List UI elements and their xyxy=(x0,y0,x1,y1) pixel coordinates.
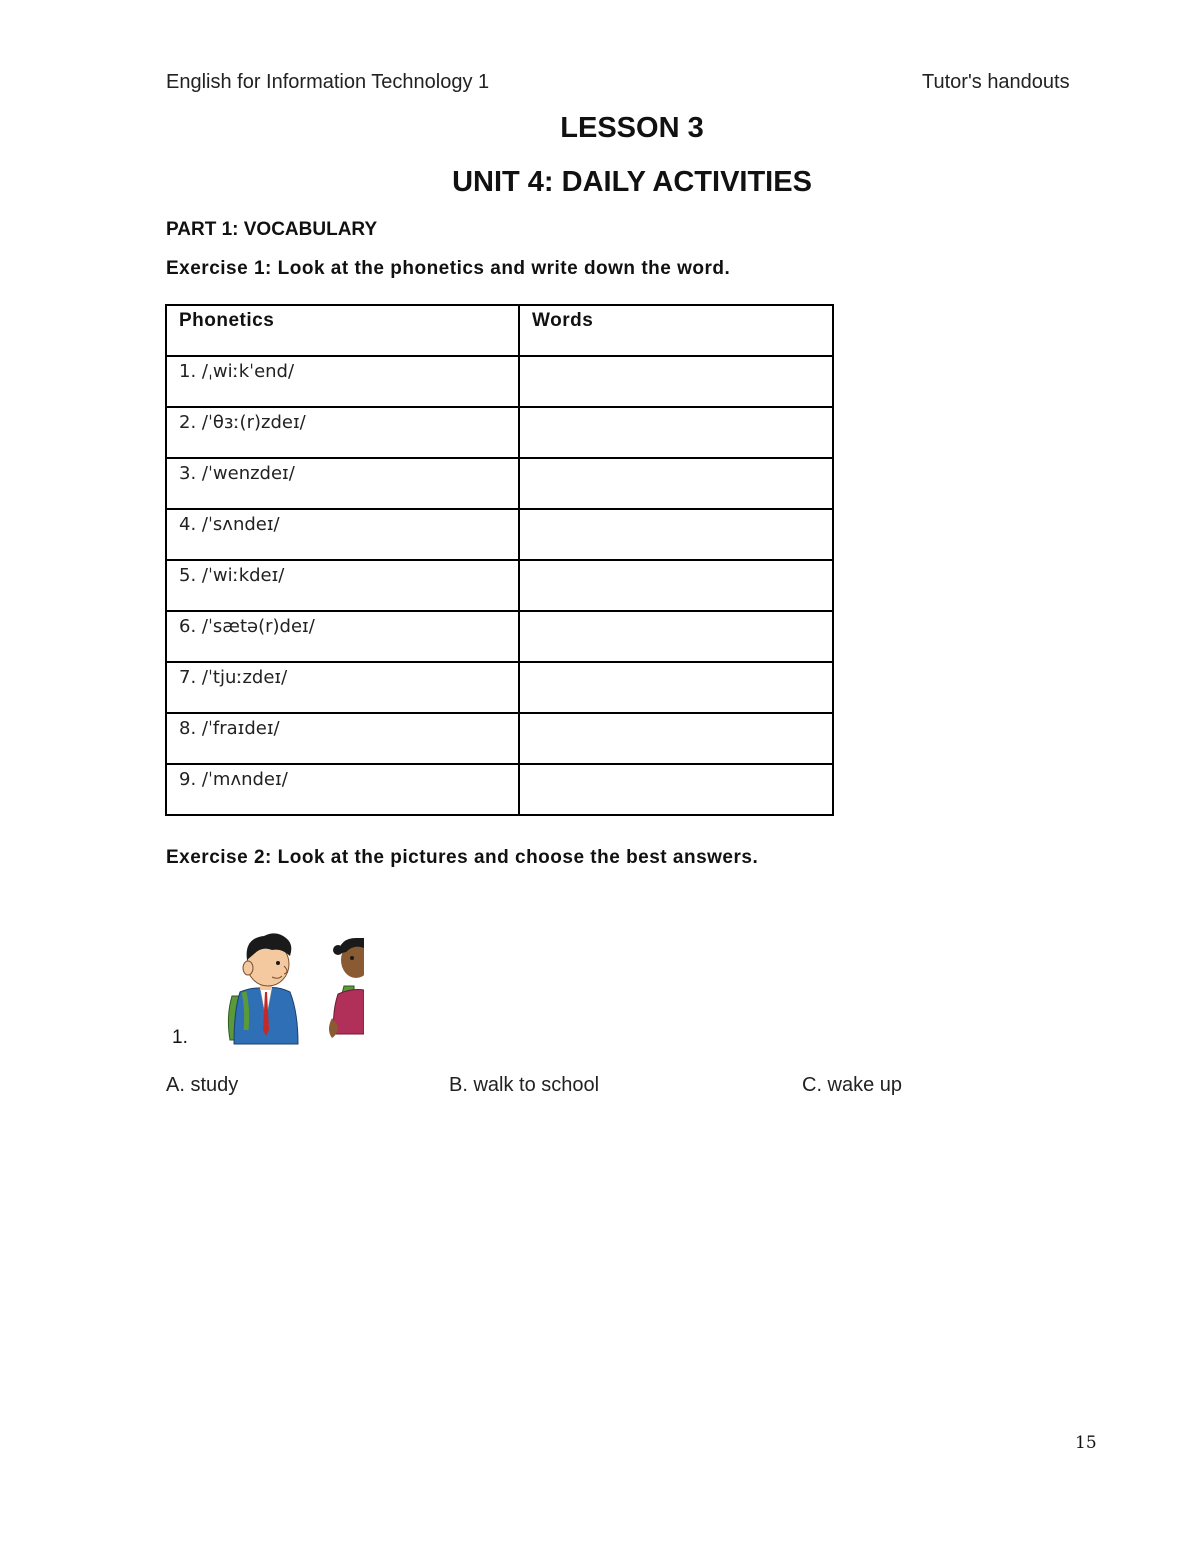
word-answer-cell[interactable] xyxy=(519,560,833,611)
phonetic-cell: 5. /ˈwiːkdeɪ/ xyxy=(166,560,519,611)
girl-figure xyxy=(329,938,364,1038)
answer-option-a[interactable]: A. study xyxy=(166,1074,239,1096)
table-row xyxy=(166,662,833,713)
word-answer-cell[interactable] xyxy=(519,458,833,509)
students-walking-illustration xyxy=(214,930,364,1046)
answer-option-c[interactable]: C. wake up xyxy=(802,1074,903,1096)
word-answer-cell[interactable] xyxy=(519,611,833,662)
phonetic-cell: 6. /ˈsætə(r)deɪ/ xyxy=(166,611,519,662)
phonetic-cell: 2. /ˈθɜː(r)zdeɪ/ xyxy=(166,407,519,458)
table-row xyxy=(166,611,833,662)
table-header-row xyxy=(166,305,833,356)
phonetics-table xyxy=(165,304,834,816)
table-row xyxy=(166,764,833,815)
unit-title: UNIT 4: DAILY ACTIVITIES xyxy=(452,166,812,198)
word-answer-cell[interactable] xyxy=(519,662,833,713)
lesson-title: LESSON 3 xyxy=(560,112,704,144)
boy-figure xyxy=(228,933,298,1044)
header-handout-label: Tutor's handouts xyxy=(922,71,1070,93)
table-row xyxy=(166,407,833,458)
exercise-1-instruction: Exercise 1: Look at the phonetics and write down the word. xyxy=(166,258,731,279)
phonetic-cell: 8. /ˈfraɪdeɪ/ xyxy=(166,713,519,764)
phonetic-cell: 4. /ˈsʌndeɪ/ xyxy=(166,509,519,560)
question-number: 1. xyxy=(172,1027,188,1048)
phonetic-cell: 9. /ˈmʌndeɪ/ xyxy=(166,764,519,815)
page-number: 15 xyxy=(1075,1433,1097,1453)
answer-option-b[interactable]: B. walk to school xyxy=(449,1074,600,1096)
word-answer-cell[interactable] xyxy=(519,356,833,407)
phonetic-cell: 3. /ˈwenzdeɪ/ xyxy=(166,458,519,509)
table-row xyxy=(166,356,833,407)
table-row xyxy=(166,713,833,764)
table-row xyxy=(166,458,833,509)
header-words: Words xyxy=(519,305,833,356)
word-answer-cell[interactable] xyxy=(519,509,833,560)
header-course-title: English for Information Technology 1 xyxy=(166,71,490,93)
word-answer-cell[interactable] xyxy=(519,713,833,764)
table-row xyxy=(166,509,833,560)
header-phonetics: Phonetics xyxy=(166,305,519,356)
part-title: PART 1: VOCABULARY xyxy=(166,219,378,240)
phonetic-cell: 1. /ˌwiːkˈend/ xyxy=(166,356,519,407)
table-row xyxy=(166,560,833,611)
exercise-2-instruction: Exercise 2: Look at the pictures and choose the best answers. xyxy=(166,847,759,868)
word-answer-cell[interactable] xyxy=(519,407,833,458)
word-answer-cell[interactable] xyxy=(519,764,833,815)
phonetic-cell: 7. /ˈtjuːzdeɪ/ xyxy=(166,662,519,713)
